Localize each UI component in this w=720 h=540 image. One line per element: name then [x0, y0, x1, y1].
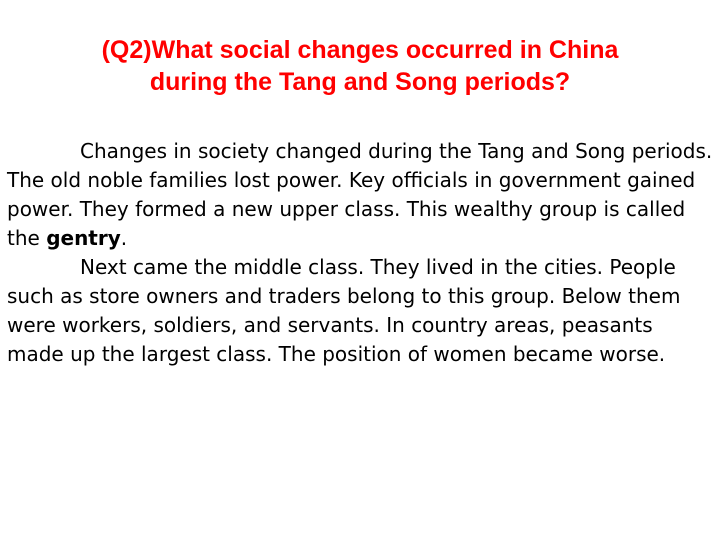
term-gentry: gentry	[46, 226, 121, 250]
paragraph-middle-class: Next came the middle class. They lived in the cities. People such as store owners and traders belong to this group. Below them were workers, soldiers, and servants. In country areas, peasants made up the largest class. The position of women became worse.	[7, 255, 681, 366]
slide-title	[0, 34, 720, 98]
paragraph-1-end: .	[120, 226, 128, 250]
title-line-2: during the Tang and Song periods?	[149, 68, 571, 96]
paragraph-1-text: Changes in society changed during the Tang and Song periods. The old noble families lost power. Key officials in government gained power. They formed a new upper class. This wealthy group is called the	[7, 139, 713, 250]
paragraph-gentry	[7, 137, 713, 253]
title-line-1: (Q2)What social changes occurred in China	[101, 36, 619, 64]
body-text	[7, 137, 713, 369]
